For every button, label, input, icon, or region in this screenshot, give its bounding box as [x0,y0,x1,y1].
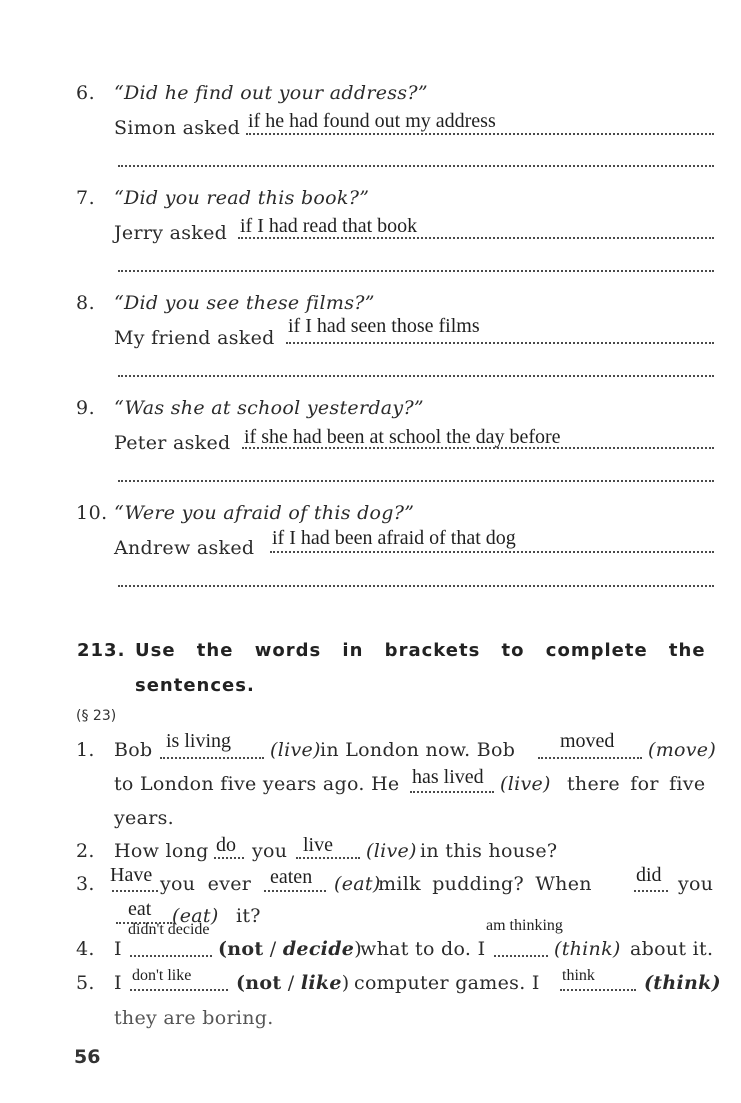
blank-line [118,270,714,272]
sentence-text: I [114,938,122,960]
sentence-text: what to do. I [360,938,486,960]
answer-line [238,237,714,239]
answer-text: if he had found out my address [248,110,496,132]
exercise-instruction: sentences. [135,675,255,696]
answer-line [214,857,244,859]
sentence-text: Bob [114,739,153,761]
answer-line [296,857,360,859]
verb-hint: (live) [366,840,417,862]
verb-hint: (move) [648,739,717,761]
item-quote: “Did he find out your address?” [114,82,428,104]
verb-hint: (think) [554,938,621,960]
answer-line [246,133,714,135]
sentence-number: 5. [76,972,95,994]
item-quote: “Did you read this book?” [114,187,370,209]
answer-text: think [562,967,595,984]
answer-line [160,757,264,759]
item-number: 8. [76,292,96,314]
item-lead: Jerry asked [114,222,228,244]
answer-text: don't like [132,967,192,984]
item-quote: “Were you afraid of this dog?” [114,502,415,524]
blank-line [118,480,714,482]
answer-line [270,551,714,553]
sentence-text: How long [114,840,209,862]
answer-line [264,890,326,892]
answer-line [286,342,714,344]
sentence-number: 4. [76,938,95,960]
answer-text: eaten [270,866,313,888]
sentence-text: to London five years ago. He [114,773,400,795]
verb-hint: (eat) [334,873,381,895]
answer-line [130,989,228,991]
sentence-text: you [252,840,288,862]
sentence-number: 2. [76,840,95,862]
item-lead: Simon asked [114,117,241,139]
answer-text: moved [560,730,615,752]
answer-text: has lived [412,766,484,788]
sentence-text: years. [114,807,174,829]
blank-line [118,585,714,587]
answer-line [634,890,668,892]
answer-text: do [216,834,236,856]
sentence-number: 3. [76,873,95,895]
answer-text: live [303,834,333,856]
verb-hint: (think) [644,972,721,994]
sentence-text: you [678,873,714,895]
answer-text: if she had been at school the day before [244,426,561,448]
answer-text: if I had read that book [240,215,418,237]
sentence-text: in this house? [420,840,558,862]
section-reference: (§ 23) [76,708,117,724]
sentence-text: you ever [160,873,252,895]
answer-text: didn't decide [128,921,210,938]
sentence-number: 1. [76,739,95,761]
answer-text: am thinking [486,917,563,934]
item-number: 10. [76,502,108,524]
item-number: 7. [76,187,96,209]
answer-line [242,447,714,449]
blank-line [118,375,714,377]
answer-text: eat [128,898,152,920]
sentence-text: about it. [630,938,714,960]
exercise-instruction: Use the words in brackets to complete the [135,640,706,661]
sentence-text: computer games. I [354,972,540,994]
answer-text: Have [110,864,153,886]
item-number: 6. [76,82,96,104]
answer-text: if I had been afraid of that dog [272,527,516,549]
exercise-number: 213. [77,640,126,661]
answer-line [130,955,212,957]
page-number: 56 [74,1046,101,1068]
answer-line [410,791,494,793]
verb-hint: (not / like) [236,972,350,994]
verb-hint: (not / decide) [218,938,362,960]
item-number: 9. [76,397,96,419]
sentence-text: there for five [567,773,706,795]
sentence-text: they are boring. [114,1007,274,1029]
sentence-text: it? [236,905,261,927]
sentence-text: I [114,972,122,994]
answer-line [538,757,642,759]
blank-line [118,165,714,167]
answer-text: if I had seen those films [288,315,480,337]
answer-line [112,890,158,892]
verb-hint: (live) [270,739,321,761]
answer-text: is living [166,730,232,752]
answer-text: did [636,864,662,886]
item-lead: My friend asked [114,327,275,349]
sentence-text: in London now. Bob [320,739,516,761]
verb-hint: (eat) [172,905,219,927]
sentence-text: milk pudding? When [378,873,592,895]
item-quote: “Did you see these films?” [114,292,375,314]
item-quote: “Was she at school yesterday?” [114,397,424,419]
item-lead: Peter asked [114,432,231,454]
answer-line [560,989,636,991]
verb-hint: (live) [500,773,551,795]
item-lead: Andrew asked [114,537,255,559]
answer-line [494,955,548,957]
